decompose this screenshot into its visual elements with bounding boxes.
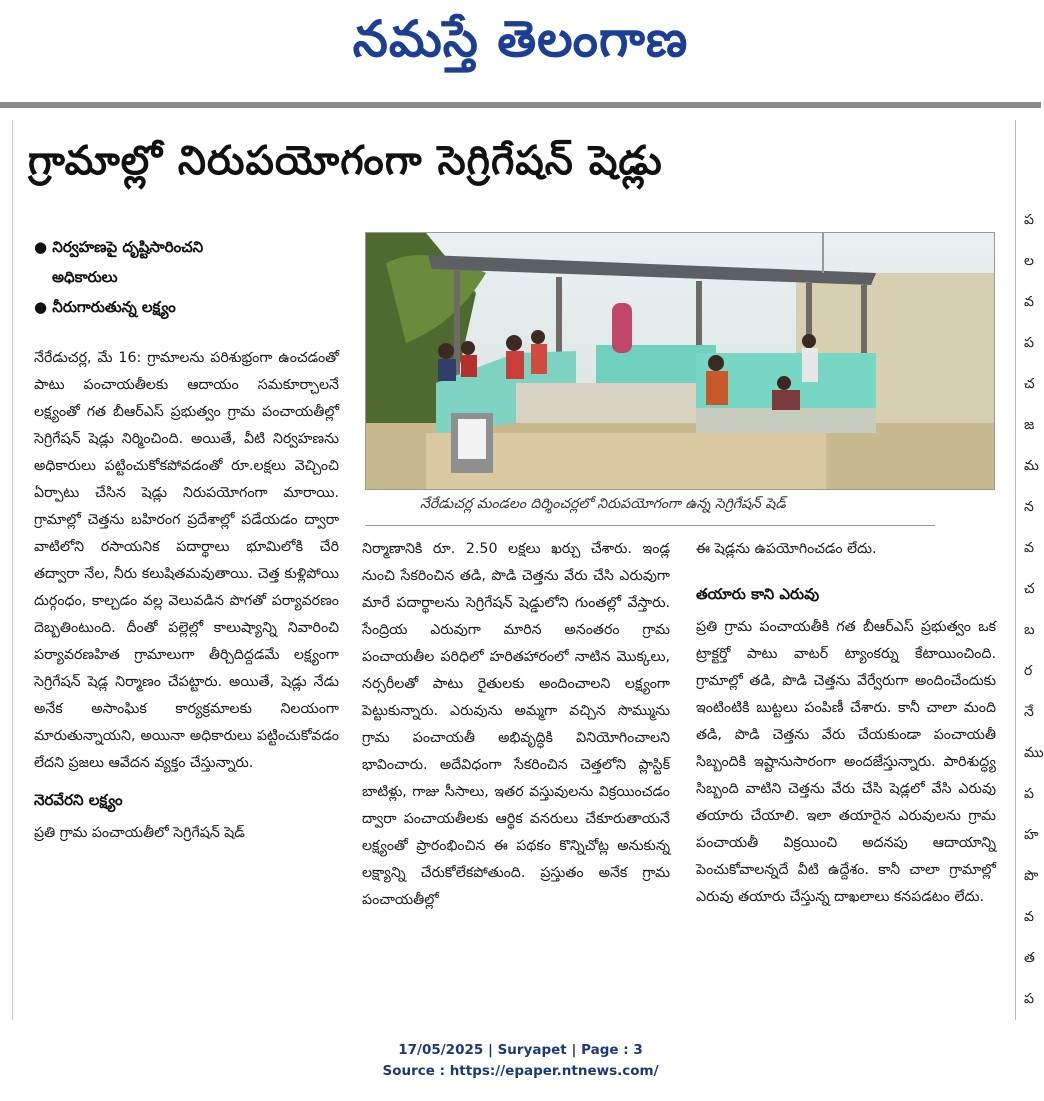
column-3 bbox=[696, 536, 996, 911]
right-column-rule bbox=[1015, 120, 1016, 1020]
column-2 bbox=[362, 536, 670, 914]
edge-fragment: ప bbox=[1024, 335, 1034, 351]
subheading-unfulfilled-goal: నెరవేరని లక్ష్యం bbox=[34, 791, 123, 809]
article-headline: గ్రామాల్లో నిరుపయోగంగా సెగ్రిగేషన్ షెడ్లు bbox=[28, 138, 663, 184]
edge-fragment: ర bbox=[1024, 663, 1033, 679]
footer-date-edition-page: 17/05/2025 | Suryapet | Page : 3 bbox=[398, 1042, 643, 1058]
edge-fragment: వ bbox=[1024, 540, 1034, 556]
edge-fragment: పొ bbox=[1024, 868, 1039, 884]
edge-fragment: చ bbox=[1024, 376, 1035, 392]
edge-fragment: వ bbox=[1024, 294, 1034, 310]
edge-fragment: నే bbox=[1024, 704, 1034, 720]
edge-fragment: హ bbox=[1024, 827, 1039, 843]
edge-fragment: జ bbox=[1024, 417, 1035, 433]
edge-fragment: వ bbox=[1024, 909, 1034, 925]
column-3-lead: ఈ షెడ్లను ఉపయోగించడం లేదు. bbox=[696, 541, 877, 557]
masthead bbox=[0, 0, 1041, 98]
photo-caption: నేరేడుచర్ల మండలం దిర్శించర్లలో నిరుపయోగంగా ఉన్న సెగ్రిగేషన్ షెడ్ bbox=[420, 496, 786, 512]
edge-fragment: ప bbox=[1024, 786, 1034, 802]
edge-fragment: ప bbox=[1024, 991, 1034, 1007]
column-2-body: నిర్మాణానికి రూ. 2.50 లక్షలు ఖర్చు చేశారు. ఇండ్ల నుంచి సేకరించిన తడి, పొడి చెత్తను వేరు చేసి ఎరువుగా మారే పదార్థాలను సెగ్రిగేషన్ షెడ్డులోని గుంతల్లో వేస్తారు. సేంద్రియ ఎరువుగా మారిన అనంతరం గ్రామ పంచాయతీల పరిధిలో హరితహారంలో నాటిన మొక్కలు, నర్సరీలతో పాటు రైతులకు అందించాలని లక్ష్యంగా పెట్టుకున్నారు. ఎరువును అమ్మగా వచ్చిన సొమ్మును గ్రామ పంచాయతీ అభివృద్ధికి వినియోగించాలని భావించారు. అదేవిధంగా సేకరించిన చెత్తలోని ప్లాస్టిక్ బాటిళ్లు, గాజు సీసాలు, ఇతర వస్తువులను విక్రయించడం ద్వారా పంచాయతీలకు ఆర్థిక వనరులు చేకూరుతాయనే లక్ష్యంతో ప్రారంభించిన ఈ పథకం కొన్నిచోట్ల అనుకున్న లక్ష్యాన్ని చేరుకోలేకపోతుంది. ప్రస్తుతం అనేక గ్రామ పంచాయతీల్లో bbox=[362, 541, 670, 908]
column-1-tail: ప్రతి గ్రామ పంచాయతీలో సెగ్రిగేషన్ షెడ్ bbox=[34, 825, 245, 841]
masthead-logo: నమస్తే తెలంగాణ bbox=[352, 10, 689, 68]
article-photo bbox=[365, 232, 995, 490]
adjacent-article-edge bbox=[1024, 200, 1044, 1020]
edge-fragment: బ bbox=[1024, 622, 1035, 638]
bullet-2: ● నీరుగారుతున్న లక్ష్యం bbox=[34, 298, 176, 316]
page-footer bbox=[0, 1040, 1041, 1082]
masthead-divider bbox=[0, 102, 1041, 108]
edge-fragment: ల bbox=[1024, 253, 1034, 269]
column-1-body: నేరేడుచర్ల, మే 16: గ్రామాలను పరిశుభ్రంగా ఉంచడంతో పాటు పంచాయతీలకు ఆదాయం సమకూర్చాలనే లక్ష్యంతో గత బీఆర్ఎస్ ప్రభుత్వం గ్రామ పంచాయతీల్లో సెగ్రిగేషన్ షెడ్లు నిర్మించింది. అయితే, వీటి నిర్వహణను అధికారులు పట్టించుకోకపోవడంతో రూ.లక్షలు వెచ్చించి ఏర్పాటు చేసిన షెడ్లు నిరుపయోగంగా మారాయి. గ్రామాల్లో చెత్తను బహిరంగ ప్రదేశాల్లో పడేయడం ద్వారా వాటిలోని రసాయనిక పదార్థాలు భూమిలోకి చేరి తద్వారా నేల, నీరు కలుషితమవుతాయి. చెత్త కుళ్లిపోయి దుర్గంధం, కాల్చడం వల్ల వెలువడిన పొగతో పర్యావరణం దెబ్బతింటుంది. దీంతో పల్లెల్లో కాలుష్యాన్ని నివారించి పర్యావరణహిత గ్రామాలుగా తీర్చిదిద్దడమే లక్ష్యంగా సెగ్రిగేషన్ షెడ్ల నిర్మాణం చేపట్టారు. అయితే, షెడ్లు నేడు అనేక అసాంఘిక కార్యక్రమాలకు నిలయంగా మారుతున్నాయని, అయినా అధికారులు పట్టించుకోవడం లేదని ప్రజలు ఆవేదన వ్యక్తం చేస్తున్నారు. bbox=[34, 350, 339, 771]
edge-fragment: మ bbox=[1024, 458, 1039, 474]
subheading-manure-not-made: తయారు కాని ఎరువు bbox=[696, 585, 820, 603]
bullet-1: ● నిర్వహణపై దృష్టిసారించని bbox=[34, 238, 204, 256]
segregation-shed-photo bbox=[366, 233, 994, 489]
caption-divider bbox=[365, 525, 935, 526]
footer-source: Source : https://epaper.ntnews.com/ bbox=[382, 1063, 659, 1079]
left-column-rule bbox=[12, 120, 13, 1020]
edge-fragment: చ bbox=[1024, 581, 1035, 597]
column-3-body: ప్రతి గ్రామ పంచాయతీకి గత బీఆర్ఎస్ ప్రభుత్వం ఒక ట్రాక్టర్తో పాటు వాటర్ ట్యాంకర్ను కేటాయించింది. గ్రామాల్లో తడి, పొడి చెత్తను వేర్వేరుగా అందించేందుకు ఇంటింటికి బుట్టలు పంపిణీ చేశారు. కానీ చాలా మంది తడి, పొడి చెత్తను వేరు చేయకుండా పంచాయతీ సిబ్బందికి ఇష్టానుసారంగా అందజేస్తున్నారు. పారిశుద్ధ్య సిబ్బంది వాటిని చెత్తను వేరు చేసి షెడ్లలో వేసి ఎరువు తయారు చేయాలి. ఇలా తయారైన ఎరువులను గ్రామ పంచాయతీ విక్రయించి అదనపు ఆదాయాన్ని పెంచుకోవాలన్నదే వీటి ఉద్దేశం. కానీ చాలా గ్రామాల్లో ఎరువు తయారు చేస్తున్న దాఖలాలు కనపడటం లేదు. bbox=[696, 619, 996, 905]
column-1 bbox=[34, 345, 339, 847]
edge-fragment: న bbox=[1024, 499, 1034, 515]
highlight-bullets bbox=[34, 232, 354, 322]
bullet-1-continued: అధికారులు bbox=[52, 268, 118, 286]
edge-fragment: ము bbox=[1024, 745, 1044, 761]
edge-fragment: త bbox=[1024, 950, 1035, 966]
edge-fragment: ప bbox=[1024, 212, 1034, 228]
